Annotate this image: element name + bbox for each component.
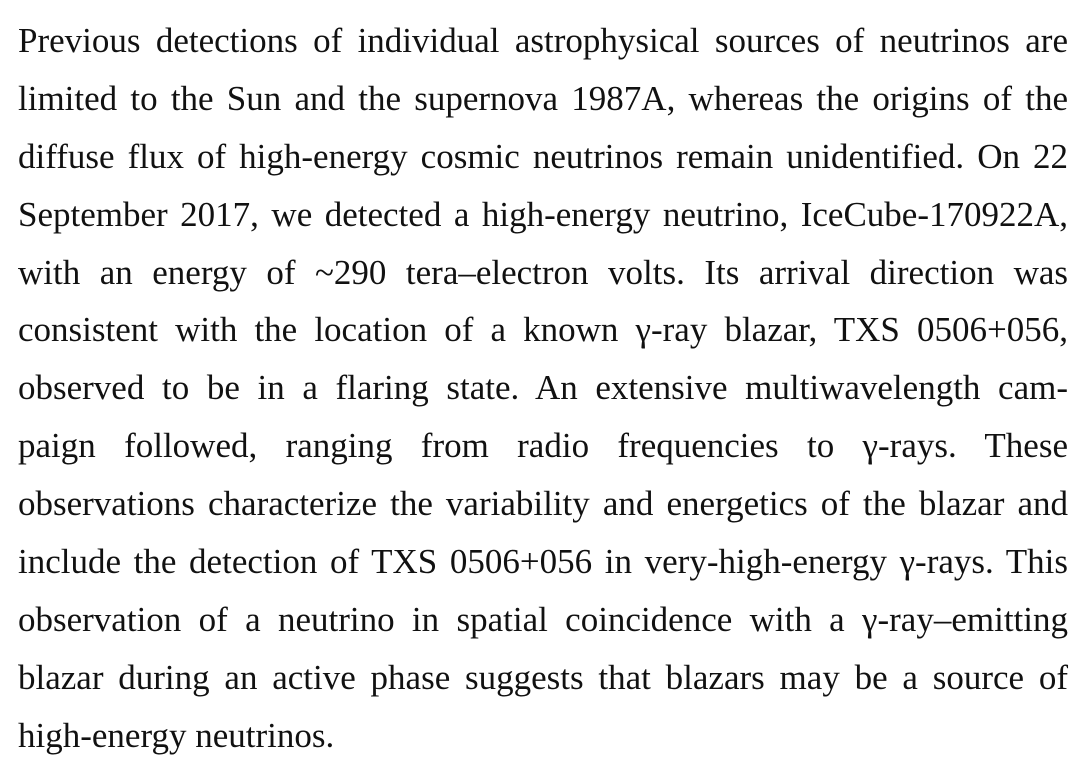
abstract-line: observed to be in a flaring state. An extensive multiwavelength cam- bbox=[18, 368, 1068, 408]
abstract-line: observations characterize the variability and energetics of the blazar and bbox=[18, 484, 1068, 524]
abstract-line: diffuse flux of high-energy cosmic neutrinos remain unidentified. On 22 bbox=[18, 136, 1068, 176]
abstract-line: September 2017, we detected a high-energy neutrino, IceCube-170922A, bbox=[18, 194, 1068, 234]
abstract-line: include the detection of TXS 0506+056 in very-high-energy γ-rays. This bbox=[18, 542, 1068, 582]
abstract-line-last: high-energy neutrinos. bbox=[18, 715, 335, 755]
abstract-paragraph bbox=[18, 12, 1068, 765]
abstract-line: paign followed, ranging from radio frequencies to γ-rays. These bbox=[18, 426, 1068, 466]
abstract-line: observation of a neutrino in spatial coincidence with a γ-ray–emitting bbox=[18, 599, 1068, 639]
abstract-line: consistent with the location of a known γ-ray blazar, TXS 0506+056, bbox=[18, 310, 1068, 350]
abstract-line: blazar during an active phase suggests that blazars may be a source of bbox=[18, 657, 1068, 697]
abstract-line: limited to the Sun and the supernova 1987A, whereas the origins of the bbox=[18, 78, 1068, 118]
abstract-line: Previous detections of individual astrophysical sources of neutrinos are bbox=[18, 21, 1068, 60]
abstract-line: with an energy of ~290 tera–electron volts. Its arrival direction was bbox=[18, 252, 1068, 292]
